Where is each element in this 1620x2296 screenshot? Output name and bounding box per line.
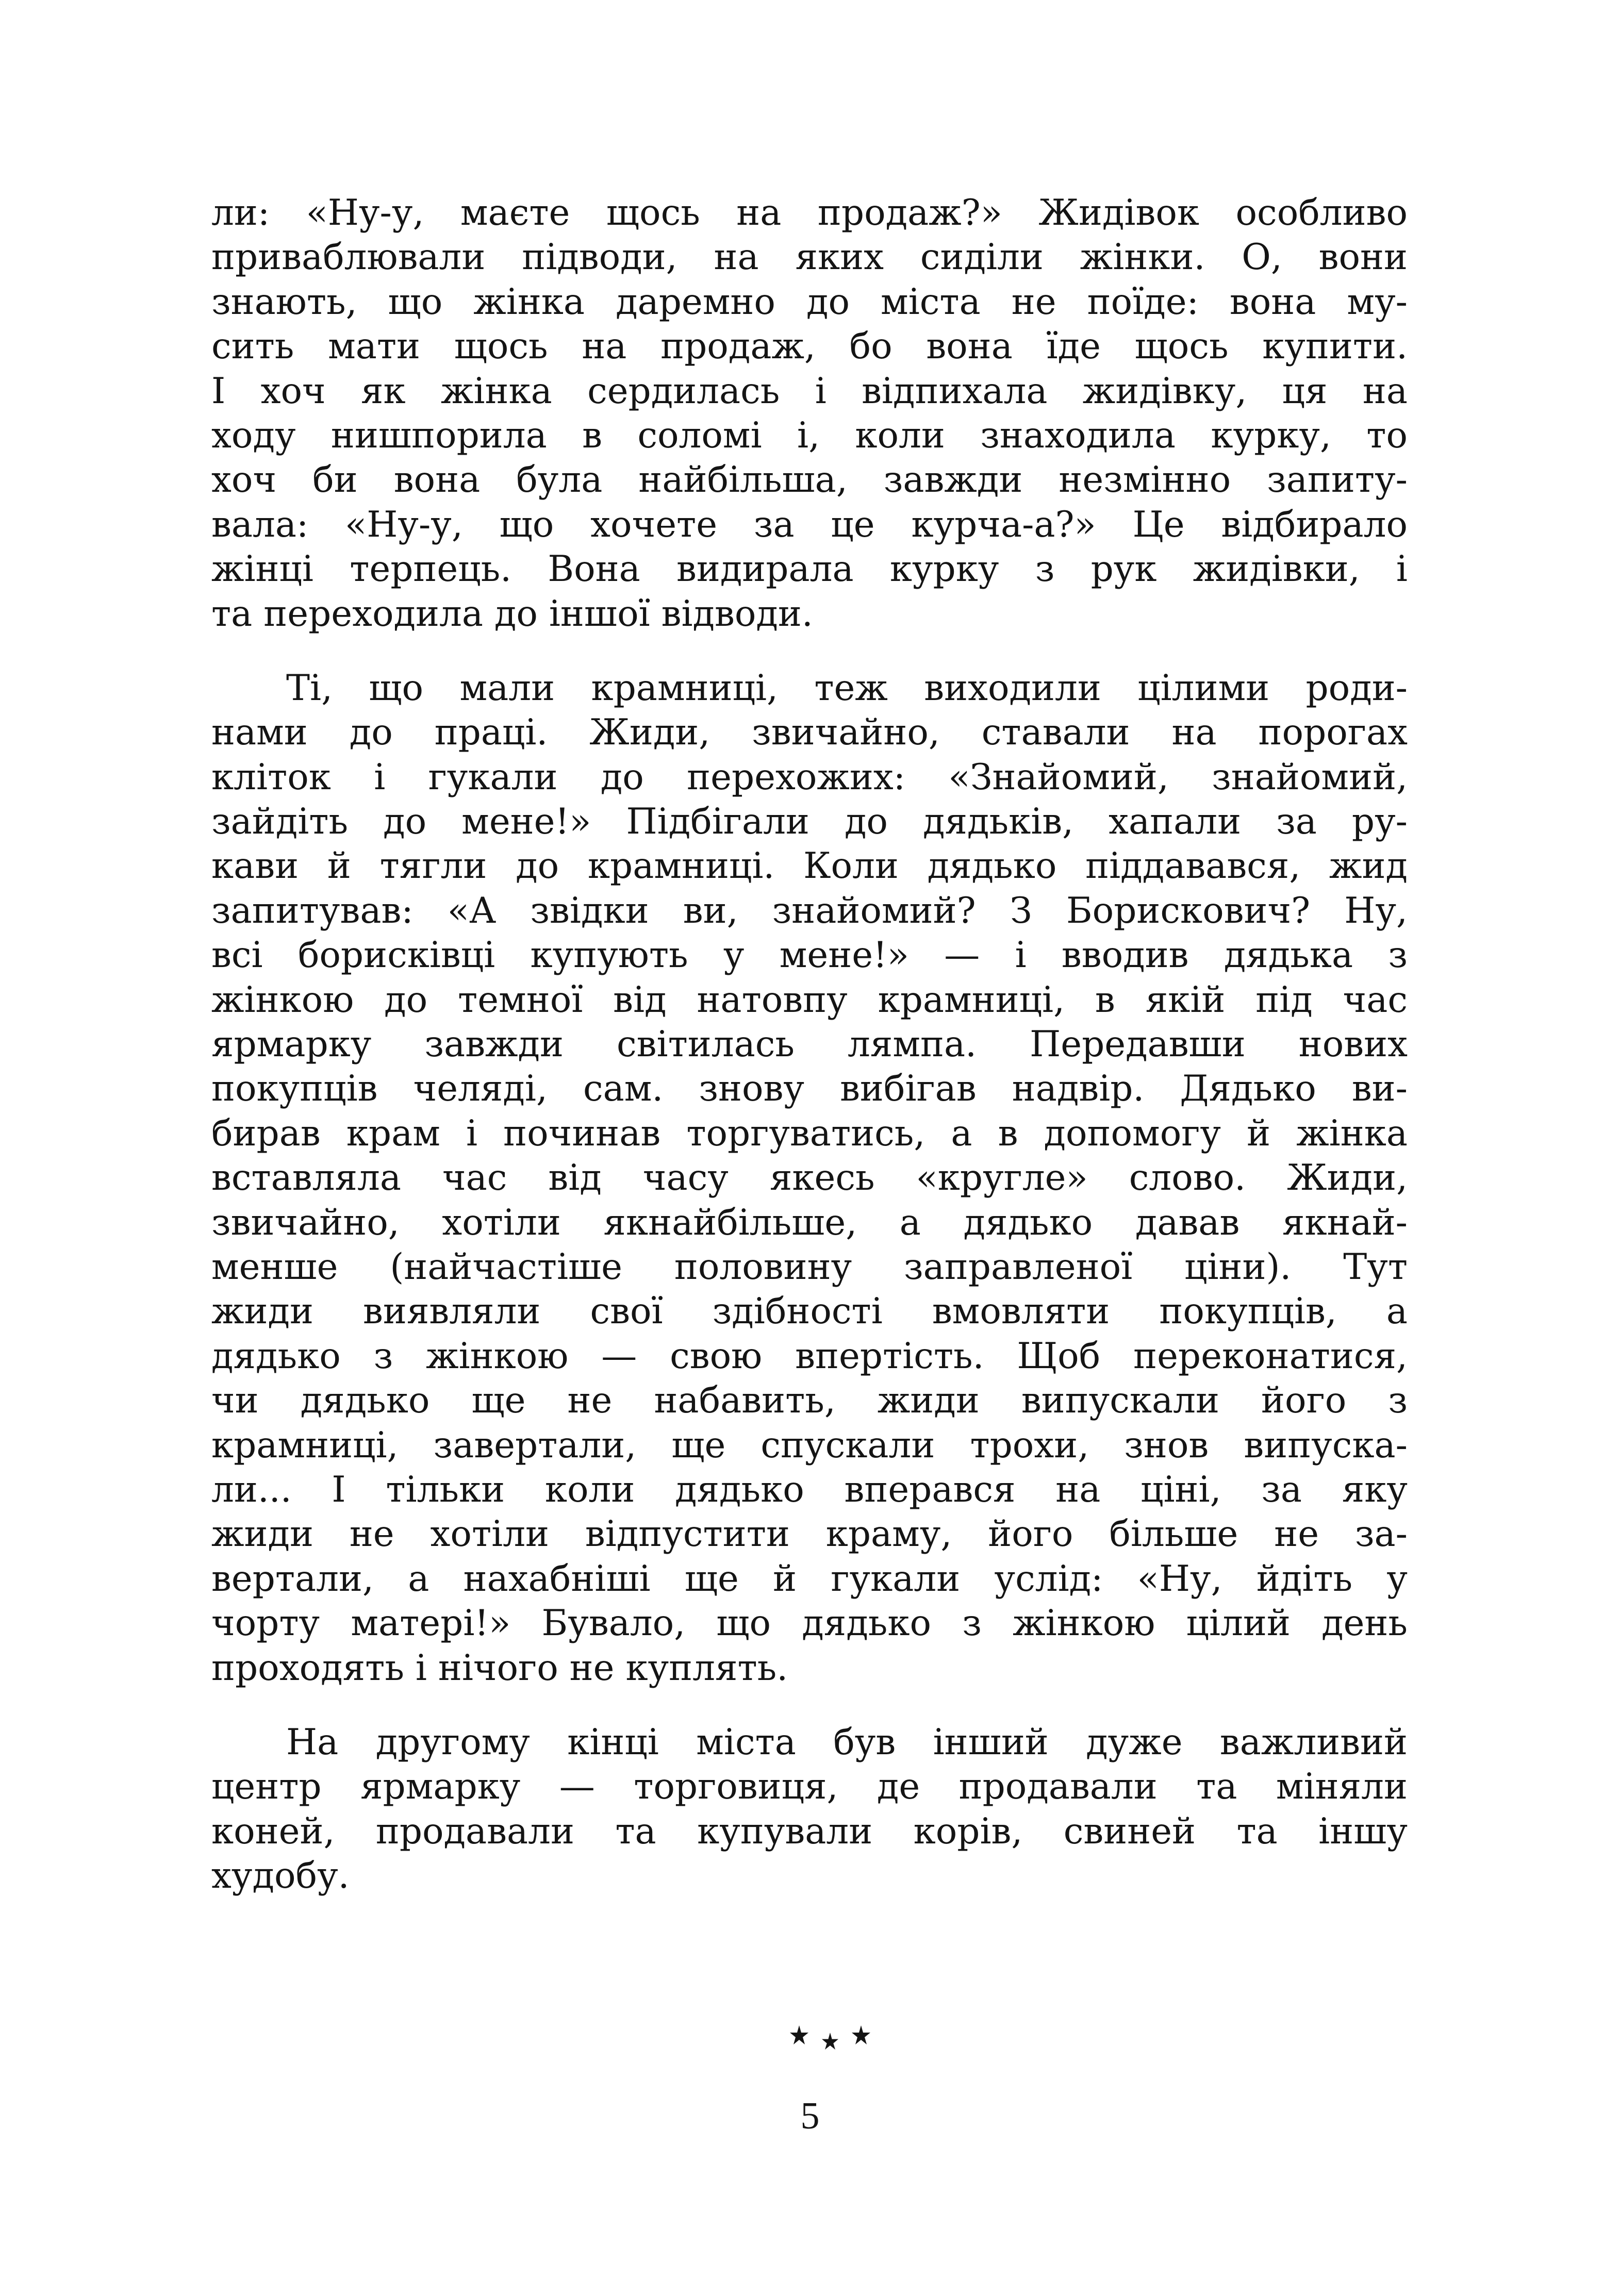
text-line: запитував: «А звідки ви, знайомий? З Борискович? Ну, bbox=[211, 890, 1408, 931]
text-line: вала: «Ну-у, що хочете за це курча-а?» Це відбирало bbox=[211, 504, 1408, 545]
text-line: хоч би вона була найбільша, завжди незмінно запиту- bbox=[211, 459, 1408, 501]
paragraph-3 bbox=[211, 1720, 1408, 1899]
text-line: жінці терпець. Вона видирала курку з рук жидівки, і bbox=[211, 548, 1408, 590]
text-line: кліток і гукали до перехожих: «Знайомий, знайомий, bbox=[211, 756, 1408, 798]
text-line: дядько з жінкою — свою впертість. Щоб переконатися, bbox=[211, 1335, 1408, 1377]
text-line: зайдіть до мене!» Підбігали до дядьків, хапали за ру- bbox=[211, 801, 1408, 843]
text-line: кави й тягли до крамниці. Коли дядько піддавався, жид bbox=[211, 845, 1408, 887]
text-line: всі борисківці купують у мене!» — і вводив дядька з bbox=[211, 935, 1408, 976]
text-line: вертали, а нахабніші ще й гукали услід: «Ну, йдіть у bbox=[211, 1558, 1408, 1600]
text-line: ходу нишпорила в соломі і, коли знаходила курку, то bbox=[211, 414, 1408, 456]
text-line: менше (найчастіше половину заправленої ціни). Тут bbox=[211, 1246, 1408, 1288]
text-line: чорту матері!» Бувало, що дядько з жінкою цілий день bbox=[211, 1603, 1408, 1644]
text-line: та переходила до іншої відводи. bbox=[211, 593, 813, 635]
text-line: бирав крам і починав торгуватись, а в допомогу й жінка bbox=[211, 1112, 1408, 1154]
paragraph-2 bbox=[211, 666, 1408, 1690]
text-line: приваблювали підводи, на яких сиділи жінки. О, вони bbox=[211, 237, 1408, 278]
page-number: 5 bbox=[800, 2095, 820, 2137]
text-line: жиди не хотіли відпустити краму, його більше не за- bbox=[211, 1513, 1408, 1555]
text-line: ярмарку завжди світилась лямпа. Передавши нових bbox=[211, 1024, 1408, 1066]
text-line: центр ярмарку — торговиця, де продавали та міняли bbox=[211, 1766, 1408, 1808]
text-line: худобу. bbox=[211, 1855, 350, 1897]
text-line: На другому кінці міста був інший дуже важливий bbox=[286, 1721, 1408, 1763]
text-line: звичайно, хотіли якнайбільше, а дядько давав якнай- bbox=[211, 1202, 1408, 1243]
asterism-ornament-icon bbox=[784, 2023, 877, 2054]
text-line: крамниці, завертали, ще спускали трохи, знов випуска- bbox=[211, 1424, 1408, 1466]
text-line: вставляла час від часу якесь «кругле» слово. Жиди, bbox=[211, 1157, 1408, 1199]
text-line: сить мати щось на продаж, бо вона їде щось купити. bbox=[211, 326, 1408, 368]
text-line: жиди виявляли свої здібності вмовляти покупців, а bbox=[211, 1291, 1408, 1333]
text-line: Ті, що мали крамниці, теж виходили цілими роди- bbox=[286, 667, 1408, 709]
text-line: нами до праці. Жиди, звичайно, ставали на порогах bbox=[211, 712, 1408, 754]
text-line: коней, продавали та купували корів, свиней та іншу bbox=[211, 1810, 1408, 1852]
text-line: проходять і нічого не куплять. bbox=[211, 1647, 788, 1689]
text-line: І хоч як жінка сердилась і відпихала жидівку, ця на bbox=[211, 370, 1408, 412]
text-line: ли: «Ну-у, маєте щось на продаж?» Жидівок особливо bbox=[211, 192, 1408, 234]
paragraph-1 bbox=[211, 191, 1408, 636]
text-line: жінкою до темної від натовпу крамниці, в якій під час bbox=[211, 979, 1408, 1021]
text-line: покупців челяді, сам. знову вибігав надвір. Дядько ви- bbox=[211, 1068, 1408, 1110]
text-line: чи дядько ще не набавить, жиди випускали його з bbox=[211, 1380, 1408, 1422]
text-line: ли... І тільки коли дядько вперався на ціні, за яку bbox=[211, 1469, 1408, 1510]
body-text bbox=[211, 191, 1408, 1898]
text-line: знають, що жінка даремно до міста не поїде: вона му- bbox=[211, 281, 1408, 323]
